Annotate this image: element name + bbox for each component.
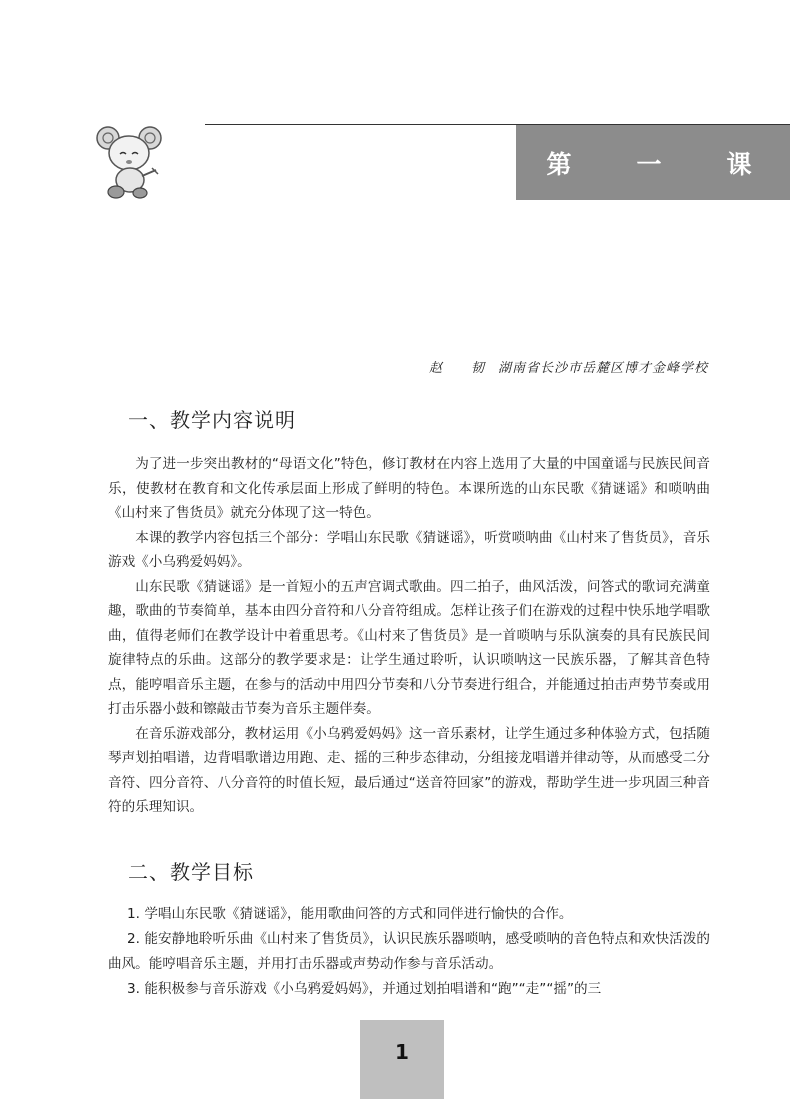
- section-heading-content: 一、教学内容说明: [128, 408, 296, 432]
- lesson-title-box: [516, 125, 790, 200]
- author-line: [300, 357, 708, 376]
- mascot-illustration: [94, 120, 164, 200]
- author-school: 湖南省长沙市岳麓区博才金峰学校: [497, 361, 708, 376]
- paragraph: 山东民歌《猜谜谣》是一首短小的五声宫调式歌曲。四二拍子，曲风活泼，问答式的歌词充满童趣，歌曲的节奏简单，基本由四分音符和八分音符组成。怎样让孩子们在游戏的过程中快乐地学唱歌曲，值得老师们在教学设计中着重思考。《山村来了售货员》是一首唢呐与乐队演奏的具有民族民间旋律特点的乐曲。这部分的教学要求是：让学生通过聆听，认识唢呐这一民族乐器，了解其音色特点，能哼唱音乐主题，在参与的活动中用四分节奏和八分节奏进行组合，并能通过拍击声势节奏或用打击乐器小鼓和镲敲击节奏为音乐主题伴奏。: [108, 578, 710, 717]
- paragraph: 在音乐游戏部分，教材运用《小乌鸦爱妈妈》这一音乐素材，让学生通过多种体验方式，包括随琴声划拍唱谱，边背唱歌谱边用跑、走、摇的三种步态律动，分组接龙唱谱并律动等，从而感受二分音符、四分音符、八分音符的时值长短，最后通过“送音符回家”的游戏，帮助学生进一步巩固三种音符的乐理知识。: [108, 725, 710, 815]
- section-heading-goals: 二、教学目标: [128, 860, 254, 884]
- paragraph: 本课的教学内容包括三个部分：学唱山东民歌《猜谜谣》，听赏唢呐曲《山村来了售货员》，音乐游戏《小乌鸦爱妈妈》。: [108, 529, 710, 570]
- author-name: 赵 韧: [428, 361, 492, 376]
- goal-item: 1. 学唱山东民歌《猜谜谣》，能用歌曲问答的方式和同伴进行愉快的合作。: [127, 906, 573, 922]
- paragraph: 为了进一步突出教材的“母语文化”特色，修订教材在内容上选用了大量的中国童谣与民族民间音乐，使教材在教育和文化传承层面上形成了鲜明的特色。本课所选的山东民歌《猜谜谣》和唢呐曲《山村来了售货员》就充分体现了这一特色。: [108, 456, 710, 521]
- lesson-title: 第 一 课: [546, 149, 772, 179]
- goal-item: 3. 能积极参与音乐游戏《小乌鸦爱妈妈》，并通过划拍唱谱和“跑”“走”“摇”的三: [127, 981, 602, 997]
- content-description: [108, 452, 710, 820]
- goals-list: [108, 902, 710, 1002]
- page-number: 1: [395, 1040, 409, 1064]
- goal-item: 2. 能安静地聆听乐曲《山村来了售货员》，认识民族乐器唢呐，感受唢呐的音色特点和欢快活泼的曲风。能哼唱音乐主题，并用打击乐器或声势动作参与音乐活动。: [108, 931, 710, 972]
